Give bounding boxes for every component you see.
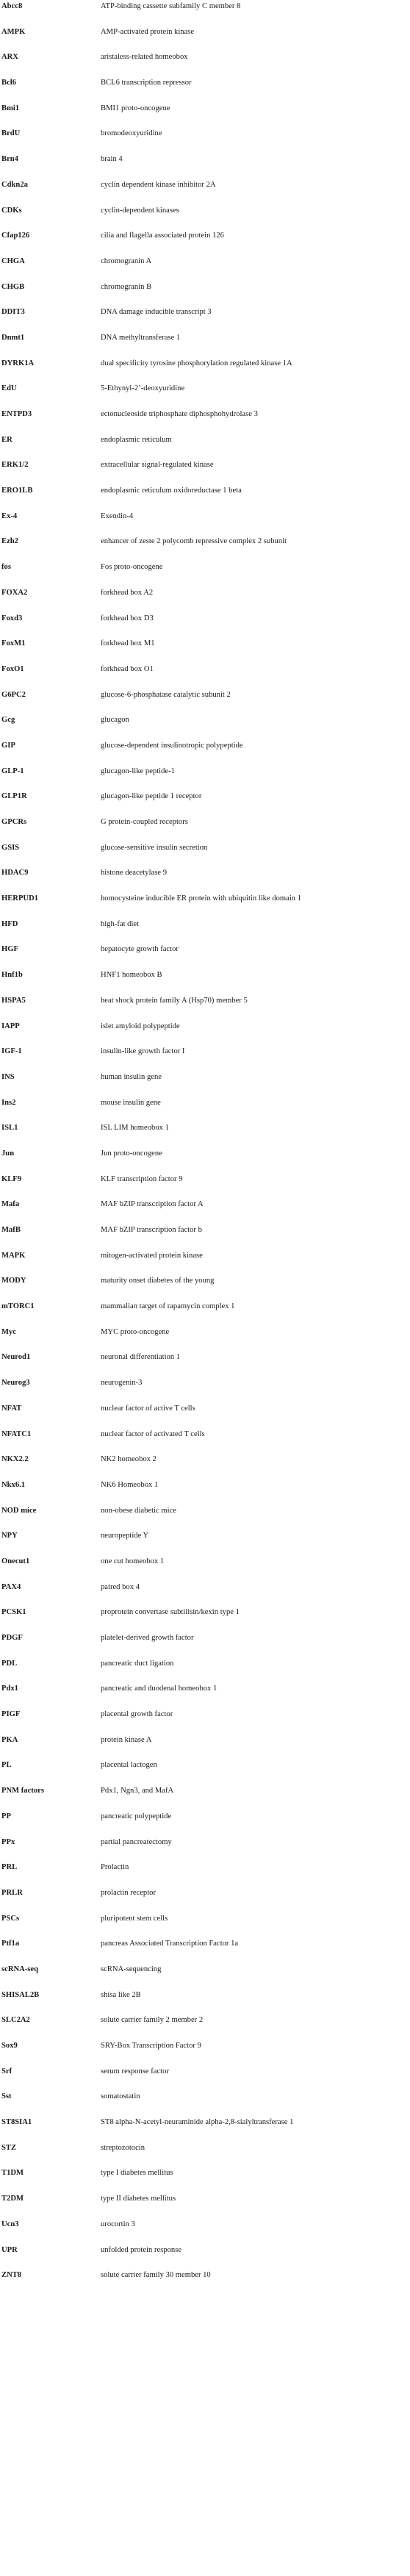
abbreviation-row bbox=[0, 1837, 410, 1863]
abbreviation-definition: MAF bZIP transcription factor A bbox=[101, 1200, 204, 1209]
abbreviation-term: MODY bbox=[1, 1277, 26, 1285]
abbreviation-definition: hepatocyte growth factor bbox=[101, 945, 179, 954]
abbreviation-term: UPR bbox=[1, 2245, 18, 2254]
abbreviation-definition: neurogenin-3 bbox=[101, 1379, 143, 1388]
abbreviation-definition: glucagon bbox=[101, 716, 129, 725]
abbreviation-term: ERK1/2 bbox=[1, 461, 29, 470]
abbreviation-term: ENTPD3 bbox=[1, 410, 32, 418]
abbreviation-row bbox=[0, 1123, 410, 1149]
abbreviation-term: EdU bbox=[1, 384, 17, 393]
abbreviation-term: PL bbox=[1, 1761, 12, 1770]
abbreviation-row bbox=[0, 1506, 410, 1532]
abbreviation-definition: brain 4 bbox=[101, 155, 123, 164]
abbreviation-definition: prolactin receptor bbox=[101, 1888, 156, 1897]
abbreviation-row bbox=[0, 2194, 410, 2220]
abbreviation-term: Neurog3 bbox=[1, 1379, 30, 1388]
abbreviation-term: Abcc8 bbox=[1, 2, 23, 10]
abbreviation-definition: non-obese diabetic mice bbox=[101, 1506, 176, 1515]
abbreviation-row bbox=[0, 562, 410, 588]
abbreviation-definition: one cut homeobox 1 bbox=[101, 1557, 165, 1565]
abbreviation-row bbox=[0, 944, 410, 970]
abbreviation-definition: pancreatic polypeptide bbox=[101, 1812, 172, 1820]
abbreviation-definition: forkhead box M1 bbox=[101, 639, 155, 648]
abbreviation-term: scRNA-seq bbox=[1, 1965, 39, 1973]
abbreviation-row bbox=[0, 1709, 410, 1735]
abbreviation-term: ERO1LB bbox=[1, 487, 33, 495]
abbreviation-term: CHGA bbox=[1, 256, 25, 265]
abbreviation-term: Cdkn2a bbox=[1, 180, 28, 189]
abbreviation-term: GSIS bbox=[1, 843, 20, 852]
abbreviation-definition: forkhead box D3 bbox=[101, 614, 154, 623]
abbreviation-row bbox=[0, 2117, 410, 2143]
abbreviation-definition: homocysteine inducible ER protein with ubiquitin like domain 1 bbox=[101, 894, 302, 903]
abbreviation-term: T1DM bbox=[1, 2169, 24, 2178]
abbreviation-term: KLF9 bbox=[1, 1174, 22, 1183]
abbreviation-term: PSCs bbox=[1, 1914, 20, 1923]
abbreviation-row bbox=[0, 1, 410, 27]
abbreviation-row bbox=[0, 1404, 410, 1429]
abbreviation-row bbox=[0, 2143, 410, 2169]
abbreviation-row bbox=[0, 27, 410, 53]
abbreviation-term: PDGF bbox=[1, 1634, 23, 1642]
abbreviation-definition: high-fat diet bbox=[101, 919, 140, 928]
abbreviation-term: INS bbox=[1, 1072, 15, 1081]
abbreviation-term: BrdU bbox=[1, 129, 21, 138]
abbreviation-term: Ins2 bbox=[1, 1098, 16, 1107]
abbreviation-row bbox=[0, 741, 410, 767]
abbreviation-row bbox=[0, 1251, 410, 1277]
abbreviation-term: FoxO1 bbox=[1, 664, 24, 673]
abbreviation-term: HDAC9 bbox=[1, 869, 29, 878]
abbreviation-definition: SRY-Box Transcription Factor 9 bbox=[101, 2042, 201, 2050]
abbreviation-definition: nuclear factor of activated T cells bbox=[101, 1429, 205, 1438]
abbreviation-row bbox=[0, 792, 410, 817]
abbreviation-definition: insulin-like growth factor I bbox=[101, 1047, 185, 1056]
abbreviation-term: CDKs bbox=[1, 206, 22, 215]
abbreviation-definition: glucagon-like peptide-1 bbox=[101, 767, 175, 775]
abbreviation-term: IGF-1 bbox=[1, 1047, 22, 1056]
abbreviation-term: Foxd3 bbox=[1, 614, 23, 623]
abbreviation-term: fos bbox=[1, 563, 11, 572]
abbreviation-term: PP bbox=[1, 1812, 11, 1820]
abbreviation-row bbox=[0, 1276, 410, 1302]
abbreviation-definition: KLF transcription factor 9 bbox=[101, 1174, 183, 1183]
abbreviation-row bbox=[0, 180, 410, 206]
abbreviation-definition: Pdx1, Ngn3, and MafA bbox=[101, 1787, 174, 1795]
abbreviation-row bbox=[0, 1812, 410, 1837]
abbreviation-definition: G protein-coupled receptors bbox=[101, 818, 188, 826]
abbreviation-definition: pancreatic and duodenal homeobox 1 bbox=[101, 1685, 217, 1693]
abbreviation-definition: cyclin dependent kinase inhibitor 2A bbox=[101, 180, 216, 189]
abbreviation-definition: Jun proto-oncogene bbox=[101, 1149, 162, 1158]
abbreviation-definition: urocortin 3 bbox=[101, 2220, 135, 2228]
abbreviation-definition: MYC proto-oncogene bbox=[101, 1327, 170, 1336]
abbreviation-row bbox=[0, 1174, 410, 1200]
abbreviation-term: Srf bbox=[1, 2067, 12, 2075]
abbreviation-term: CHGB bbox=[1, 282, 25, 291]
abbreviation-term: Neurod1 bbox=[1, 1353, 31, 1362]
abbreviation-row bbox=[0, 282, 410, 308]
abbreviation-row bbox=[0, 359, 410, 384]
abbreviation-term: T2DM bbox=[1, 2195, 24, 2203]
abbreviation-row bbox=[0, 1480, 410, 1506]
abbreviation-term: Cfap126 bbox=[1, 232, 30, 240]
abbreviation-definition: endoplasmic reticulum oxidoreductase 1 beta bbox=[101, 487, 242, 495]
abbreviation-definition: type II diabetes mellitus bbox=[101, 2195, 176, 2203]
abbreviation-row bbox=[0, 1939, 410, 1965]
abbreviation-row bbox=[0, 1557, 410, 1582]
abbreviation-definition: ATP-binding cassette subfamily C member 8 bbox=[101, 2, 241, 10]
abbreviation-row bbox=[0, 1760, 410, 1786]
abbreviation-definition: cyclin-dependent kinases bbox=[101, 206, 179, 215]
abbreviation-definition: bromodeoxyuridine bbox=[101, 129, 162, 138]
abbreviation-row bbox=[0, 1225, 410, 1251]
abbreviation-term: Sox9 bbox=[1, 2042, 18, 2050]
abbreviation-definition: DNA methyltransferase 1 bbox=[101, 333, 181, 342]
abbreviation-row bbox=[0, 1786, 410, 1812]
abbreviation-definition: forkhead box A2 bbox=[101, 588, 154, 597]
abbreviation-row bbox=[0, 1607, 410, 1633]
abbreviation-row bbox=[0, 154, 410, 180]
abbreviation-row bbox=[0, 2041, 410, 2067]
abbreviation-row bbox=[0, 1888, 410, 1914]
abbreviation-definition: proprotein convertase subtilisin/kexin type 1 bbox=[101, 1608, 240, 1617]
abbreviation-term: NKX2.2 bbox=[1, 1455, 29, 1464]
abbreviation-row bbox=[0, 2015, 410, 2041]
abbreviation-row bbox=[0, 639, 410, 664]
abbreviation-row bbox=[0, 1990, 410, 2016]
abbreviation-definition: pluripotent stem cells bbox=[101, 1914, 168, 1923]
abbreviation-definition: enhancer of zeste 2 polycomb repressive complex 2 subunit bbox=[101, 537, 287, 546]
abbreviation-row bbox=[0, 894, 410, 919]
abbreviation-definition: protein kinase A bbox=[101, 1735, 152, 1744]
abbreviation-definition: HNF1 homeobox B bbox=[101, 971, 162, 980]
abbreviation-term: PIGF bbox=[1, 1710, 21, 1719]
abbreviation-term: Ex-4 bbox=[1, 512, 18, 520]
abbreviation-definition: partial pancreatectomy bbox=[101, 1837, 172, 1846]
abbreviation-definition: neuropeptide Y bbox=[101, 1532, 149, 1540]
abbreviation-definition: 5-Ethynyl-2’-deoxyuridine bbox=[101, 384, 185, 393]
abbreviation-term: STZ bbox=[1, 2143, 17, 2152]
abbreviation-term: SHISAL2B bbox=[1, 1990, 40, 1999]
abbreviation-definition: maturity onset diabetes of the young bbox=[101, 1277, 215, 1285]
abbreviation-term: GIP bbox=[1, 741, 15, 750]
abbreviation-definition: endoplasmic reticulum bbox=[101, 435, 172, 444]
abbreviation-row bbox=[0, 1047, 410, 1072]
abbreviation-definition: forkhead box O1 bbox=[101, 664, 154, 673]
abbreviation-row bbox=[0, 588, 410, 614]
abbreviation-row bbox=[0, 1352, 410, 1378]
abbreviation-term: PAX4 bbox=[1, 1582, 21, 1591]
abbreviation-row bbox=[0, 1659, 410, 1685]
abbreviation-term: Brn4 bbox=[1, 155, 18, 164]
abbreviation-term: ARX bbox=[1, 53, 18, 62]
abbreviation-row bbox=[0, 614, 410, 639]
abbreviation-definition: streptozotocin bbox=[101, 2143, 145, 2152]
abbreviation-term: FOXA2 bbox=[1, 588, 28, 597]
abbreviation-row bbox=[0, 307, 410, 333]
abbreviation-row bbox=[0, 690, 410, 716]
abbreviation-term: Myc bbox=[1, 1327, 16, 1336]
abbreviation-row bbox=[0, 1862, 410, 1888]
abbreviation-definition: pancreas Associated Transcription Factor 1a bbox=[101, 1940, 239, 1948]
abbreviation-term: Bmi1 bbox=[1, 104, 20, 112]
abbreviation-definition: heat shock protein family A (Hsp70) member 5 bbox=[101, 996, 248, 1005]
abbreviation-row bbox=[0, 1914, 410, 1940]
abbreviation-row bbox=[0, 1022, 410, 1047]
abbreviation-term: Ucn3 bbox=[1, 2220, 19, 2228]
abbreviation-term: mTORC1 bbox=[1, 1302, 35, 1311]
abbreviation-row bbox=[0, 256, 410, 282]
abbreviation-row bbox=[0, 843, 410, 869]
abbreviation-term: HGF bbox=[1, 945, 18, 954]
abbreviation-definition: ISL LIM homeobox 1 bbox=[101, 1124, 169, 1133]
abbreviation-row bbox=[0, 1098, 410, 1124]
abbreviation-definition: glucose-dependent insulinotropic polypeptide bbox=[101, 741, 243, 750]
abbreviation-term: PDL bbox=[1, 1659, 18, 1668]
abbreviation-row bbox=[0, 919, 410, 945]
abbreviation-row bbox=[0, 1378, 410, 1404]
abbreviation-row bbox=[0, 231, 410, 256]
abbreviation-definition: BMI1 proto-oncogene bbox=[101, 104, 170, 112]
abbreviation-row bbox=[0, 512, 410, 537]
abbreviation-term: MafB bbox=[1, 1226, 21, 1234]
abbreviation-term: G6PC2 bbox=[1, 690, 26, 699]
abbreviation-row bbox=[0, 1582, 410, 1608]
abbreviation-definition: BCL6 transcription repressor bbox=[101, 79, 192, 87]
abbreviation-term: Onecut1 bbox=[1, 1557, 30, 1565]
abbreviation-row bbox=[0, 2168, 410, 2194]
abbreviation-row bbox=[0, 1429, 410, 1455]
abbreviation-term: Mafa bbox=[1, 1200, 20, 1209]
abbreviation-definition: Fos proto-oncogene bbox=[101, 563, 163, 572]
abbreviation-definition: mouse insulin gene bbox=[101, 1098, 161, 1107]
abbreviation-row bbox=[0, 2270, 410, 2296]
abbreviation-term: Pdx1 bbox=[1, 1685, 18, 1693]
abbreviation-row bbox=[0, 1735, 410, 1761]
abbreviation-row bbox=[0, 460, 410, 486]
abbreviation-definition: chromogranin B bbox=[101, 282, 152, 291]
abbreviation-definition: mammalian target of rapamycin complex 1 bbox=[101, 1302, 235, 1311]
abbreviation-definition: nuclear factor of active T cells bbox=[101, 1404, 195, 1413]
abbreviation-term: HSPA5 bbox=[1, 996, 26, 1005]
abbreviation-term: HERPUD1 bbox=[1, 894, 39, 903]
abbreviation-term: ZNT8 bbox=[1, 2271, 22, 2280]
abbreviation-term: PKA bbox=[1, 1735, 18, 1744]
abbreviation-definition: serum response factor bbox=[101, 2067, 169, 2075]
abbreviation-term: NFAT bbox=[1, 1404, 22, 1413]
abbreviation-row bbox=[0, 333, 410, 359]
abbreviation-definition: NK6 Homeobox 1 bbox=[101, 1480, 159, 1489]
abbreviation-definition: islet amyloid polypeptide bbox=[101, 1022, 180, 1030]
abbreviation-term: Ezh2 bbox=[1, 537, 18, 546]
abbreviation-row bbox=[0, 767, 410, 792]
abbreviation-definition: histone deacetylase 9 bbox=[101, 869, 168, 878]
abbreviation-row bbox=[0, 715, 410, 741]
abbreviation-row bbox=[0, 2245, 410, 2271]
abbreviation-definition: unfolded protein response bbox=[101, 2245, 182, 2254]
abbreviation-term: PPx bbox=[1, 1837, 15, 1846]
abbreviation-definition: AMP-activated protein kinase bbox=[101, 27, 195, 36]
abbreviation-term: DDIT3 bbox=[1, 308, 25, 317]
abbreviation-term: IAPP bbox=[1, 1022, 20, 1030]
abbreviation-definition: extracellular signal-regulated kinase bbox=[101, 461, 214, 470]
abbreviation-term: Dnmt1 bbox=[1, 333, 25, 342]
abbreviation-term: PNM factors bbox=[1, 1787, 44, 1795]
abbreviation-term: AMPK bbox=[1, 27, 26, 36]
abbreviation-definition: placental lactogen bbox=[101, 1761, 157, 1770]
abbreviation-term: Gcg bbox=[1, 716, 15, 725]
abbreviation-term: ISL1 bbox=[1, 1124, 18, 1133]
abbreviation-definition: human insulin gene bbox=[101, 1072, 162, 1081]
abbreviation-term: PCSK1 bbox=[1, 1608, 26, 1617]
abbreviation-row bbox=[0, 104, 410, 129]
abbreviation-row bbox=[0, 1327, 410, 1353]
abbreviation-term: HFD bbox=[1, 919, 18, 928]
abbreviation-row bbox=[0, 206, 410, 232]
abbreviation-term: ER bbox=[1, 435, 12, 444]
abbreviation-term: MAPK bbox=[1, 1251, 26, 1260]
abbreviation-row bbox=[0, 1149, 410, 1174]
abbreviation-definition: dual specificity tyrosine phosphorylation regulated kinase 1A bbox=[101, 359, 292, 367]
abbreviation-row bbox=[0, 435, 410, 461]
abbreviation-term: Jun bbox=[1, 1149, 15, 1158]
abbreviation-row bbox=[0, 664, 410, 690]
abbreviation-definition: neuronal differentiation 1 bbox=[101, 1353, 181, 1362]
abbreviation-row bbox=[0, 1072, 410, 1098]
abbreviation-term: ST8SIA1 bbox=[1, 2118, 32, 2127]
abbreviation-definition: Exendin-4 bbox=[101, 512, 134, 520]
abbreviation-row bbox=[0, 537, 410, 562]
abbreviation-row bbox=[0, 129, 410, 154]
abbreviation-definition: shisa like 2B bbox=[101, 1990, 141, 1999]
abbreviation-term: NPY bbox=[1, 1532, 18, 1540]
abbreviation-definition: aristaless-related homeobox bbox=[101, 53, 188, 62]
abbreviation-row bbox=[0, 2220, 410, 2245]
abbreviation-row bbox=[0, 409, 410, 435]
abbreviation-term: GLP-1 bbox=[1, 767, 24, 775]
abbreviation-row bbox=[0, 2067, 410, 2092]
abbreviation-row bbox=[0, 1302, 410, 1327]
abbreviation-definition: chromogranin A bbox=[101, 256, 152, 265]
abbreviation-definition: DNA damage inducible transcript 3 bbox=[101, 308, 212, 317]
abbreviation-row bbox=[0, 1454, 410, 1480]
abbreviation-term: Ptf1a bbox=[1, 1940, 20, 1948]
abbreviation-definition: ectonucleoside triphosphate diphosphohydrolase 3 bbox=[101, 410, 258, 418]
abbreviation-definition: placental growth factor bbox=[101, 1710, 173, 1719]
abbreviation-term: SLC2A2 bbox=[1, 2016, 30, 2025]
abbreviation-definition: glucagon-like peptide 1 receptor bbox=[101, 792, 202, 801]
abbreviation-term: GLP1R bbox=[1, 792, 27, 801]
abbreviation-term: PRL bbox=[1, 1863, 18, 1872]
abbreviation-row bbox=[0, 52, 410, 78]
abbreviation-row bbox=[0, 1633, 410, 1659]
abbreviation-row bbox=[0, 2092, 410, 2117]
abbreviation-definition: NK2 homeobox 2 bbox=[101, 1455, 157, 1464]
abbreviation-definition: pancreatic duct ligation bbox=[101, 1659, 174, 1668]
abbreviation-definition: mitogen-activated protein kinase bbox=[101, 1251, 203, 1260]
abbreviation-row bbox=[0, 1199, 410, 1225]
abbreviation-definition: platelet-derived growth factor bbox=[101, 1634, 194, 1642]
abbreviation-term: NFATC1 bbox=[1, 1429, 32, 1438]
abbreviation-definition: solute carrier family 30 member 10 bbox=[101, 2271, 211, 2280]
abbreviation-definition: cilia and flagella associated protein 126 bbox=[101, 232, 224, 240]
abbreviation-row bbox=[0, 384, 410, 409]
abbreviation-row bbox=[0, 78, 410, 104]
abbreviation-definition: type I diabetes mellitus bbox=[101, 2169, 173, 2178]
abbreviation-term: Bcl6 bbox=[1, 79, 17, 87]
abbreviation-row bbox=[0, 970, 410, 996]
abbreviation-row bbox=[0, 1965, 410, 1990]
abbreviation-term: Nkx6.1 bbox=[1, 1480, 26, 1489]
abbreviation-definition: paired box 4 bbox=[101, 1582, 140, 1591]
abbreviation-term: FoxM1 bbox=[1, 639, 26, 648]
abbreviation-row bbox=[0, 868, 410, 894]
abbreviation-definition: solute carrier family 2 member 2 bbox=[101, 2016, 204, 2025]
abbreviation-term: PRLR bbox=[1, 1888, 23, 1897]
abbreviation-row bbox=[0, 1684, 410, 1709]
abbreviation-term: NOD mice bbox=[1, 1506, 37, 1515]
abbreviation-definition: glucose-6-phosphatase catalytic subunit 2 bbox=[101, 690, 231, 699]
abbreviation-row bbox=[0, 996, 410, 1022]
abbreviation-term: Sst bbox=[1, 2092, 12, 2101]
abbreviation-definition: MAF bZIP transcription factor b bbox=[101, 1226, 202, 1234]
abbreviation-row bbox=[0, 486, 410, 512]
abbreviation-definition: glucose-sensitive insulin secretion bbox=[101, 843, 208, 852]
abbreviation-row bbox=[0, 1531, 410, 1557]
abbreviation-row bbox=[0, 817, 410, 843]
abbreviation-term: GPCRs bbox=[1, 818, 27, 826]
abbreviation-definition: Prolactin bbox=[101, 1863, 129, 1872]
abbreviation-term: Hnf1b bbox=[1, 971, 23, 980]
abbreviation-definition: ST8 alpha-N-acetyl-neuraminide alpha-2,8-sialyltransferase 1 bbox=[101, 2118, 294, 2127]
abbreviation-term: DYRK1A bbox=[1, 359, 35, 367]
abbreviation-definition: scRNA-sequencing bbox=[101, 1965, 162, 1973]
abbreviation-definition: somatostatin bbox=[101, 2092, 140, 2101]
